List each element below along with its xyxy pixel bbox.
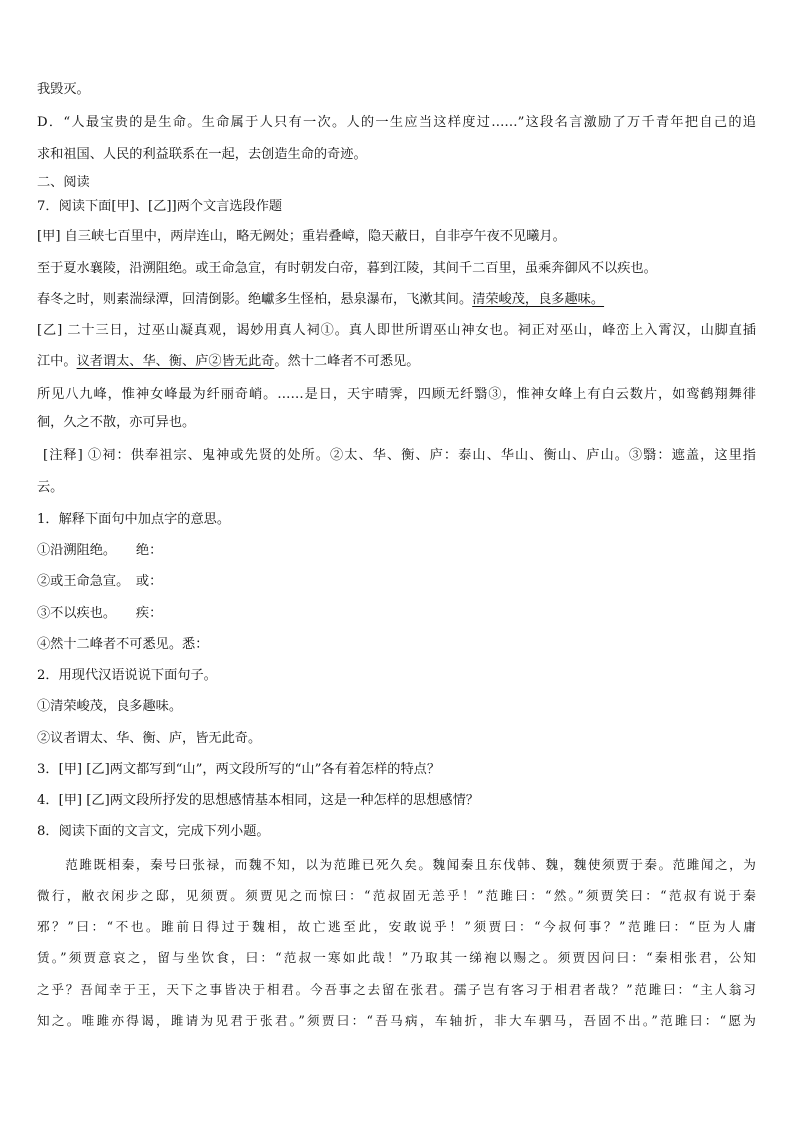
text-line: [甲] 自三峡七百里中，两岸连山，略无阙处；重岩叠嶂，隐天蔽日，自非亭午夜不见曦月。 (37, 229, 566, 244)
annotation-line: [注释] ①祠：供奉祖宗、鬼神或先贤的处所。②太、华、衡、庐：泰山、华山、衡山、庐山。③翳：遮盖，这里指 (43, 448, 756, 463)
sub-question-item: ①沿溯阻绝。 绝： (37, 543, 163, 558)
text-line: 至于夏水襄陵，沿溯阻绝。或王命急宣，有时朝发白帝，暮到江陵，其间千二百里，虽乘奔御风不以疾也。 (37, 261, 657, 276)
text-line (37, 352, 756, 372)
text-line (37, 290, 756, 310)
passage-line: 微行，敝衣闲步之邸，见须贾。须贾见之而惊曰：“范叔固无恙乎！”范雎曰：“然。”须贾笑曰：“范叔有说于秦 (37, 888, 756, 903)
question-8-heading: 8．阅读下面的文言文，完成下列小题。 (37, 824, 270, 839)
passage-line: 范雎既相秦，秦号曰张禄，而魏不知，以为范雎已死久矣。魏闻秦且东伐韩、魏，魏使须贾于秦。范雎闻之，为 (37, 857, 756, 872)
sub-question: 2．用现代汉语说说下面句子。 (37, 668, 217, 683)
sub-question-item: ③不以疾也。 疾： (37, 606, 163, 621)
text-line: 我毁灭。 (37, 82, 90, 97)
text-segment: 江中。 (37, 354, 77, 369)
text-line: 求和祖国、人民的利益联系在一起，去创造生命的奇迹。 (37, 147, 367, 162)
sub-question-item: ②或王命急宣。 或： (37, 574, 163, 589)
sub-question: 1．解释下面句中加点字的意思。 (37, 512, 231, 527)
passage-line: 之乎？吾闻幸于王，天下之事皆决于相君。今吾事之去留在张君。孺子岂有客习于相君者哉？”范雎曰：“主人翁习 (37, 982, 756, 997)
text-segment: 春冬之时，则素湍绿潭，回清倒影。绝巘多生怪柏，悬泉瀑布，飞漱其间。 (37, 292, 473, 307)
annotation-line: 云。 (37, 480, 64, 495)
sub-question: 4．[甲] [乙]两文段所抒发的思想感情基本相同，这是一种怎样的思想感情？ (37, 793, 479, 808)
underlined-phrase: 清荣峻茂，良多趣味。 (472, 292, 605, 307)
sub-question-item: ①清荣峻茂，良多趣味。 (37, 699, 183, 714)
text-segment: 。然十二峰者不可悉见。 (274, 354, 420, 369)
underlined-phrase: 议者谓太、华、衡、庐②皆无此奇 (76, 354, 275, 369)
passage-line: 邪？”曰：“不也。雎前日得过于魏相，故亡逃至此，安敢说乎！”须贾曰：“今叔何事？”范雎曰：“臣为人庸 (37, 919, 756, 934)
section-heading: 二、阅读 (37, 175, 90, 190)
text-line: D．“人最宝贵的是生命。生命属于人只有一次。人的一生应当这样度过……”这段名言激励了万千青年把自己的追 (37, 115, 756, 130)
sub-question-item: ②议者谓太、华、衡、庐，皆无此奇。 (37, 731, 262, 746)
text-line: 徊，久之不散，亦可异也。 (37, 415, 196, 430)
sub-question: 3．[甲] [乙]两文都写到“山”，两文段所写的“山”各有着怎样的特点？ (37, 762, 441, 777)
passage-line: 赁。”须贾意哀之，留与坐饮食，曰：“范叔一寒如此哉！”乃取其一绨袍以赐之。须贾因问曰：“秦相张君，公知 (37, 950, 756, 965)
passage-line: 知之。唯雎亦得谒，雎请为见君于张君。”须贾曰：“吾马病，车轴折，非大车驷马，吾固不出。”范雎曰：“愿为 (37, 1013, 756, 1028)
text-line: 所见八九峰，惟神女峰最为纤丽奇峭。……是日，天宇晴霁，四顾无纤翳③，惟神女峰上有白云数片，如鸾鹤翔舞徘 (37, 387, 756, 402)
question-7-heading: 7．阅读下面[甲]、[乙]]两个文言选段作题 (37, 199, 283, 214)
sub-question-item: ④然十二峰者不可悉见。悉： (37, 637, 209, 652)
text-line: [乙] 二十三日，过巫山凝真观，谒妙用真人祠①。真人即世所谓巫山神女也。祠正对巫山，峰峦上入霄汉，山脚直插 (37, 323, 756, 338)
